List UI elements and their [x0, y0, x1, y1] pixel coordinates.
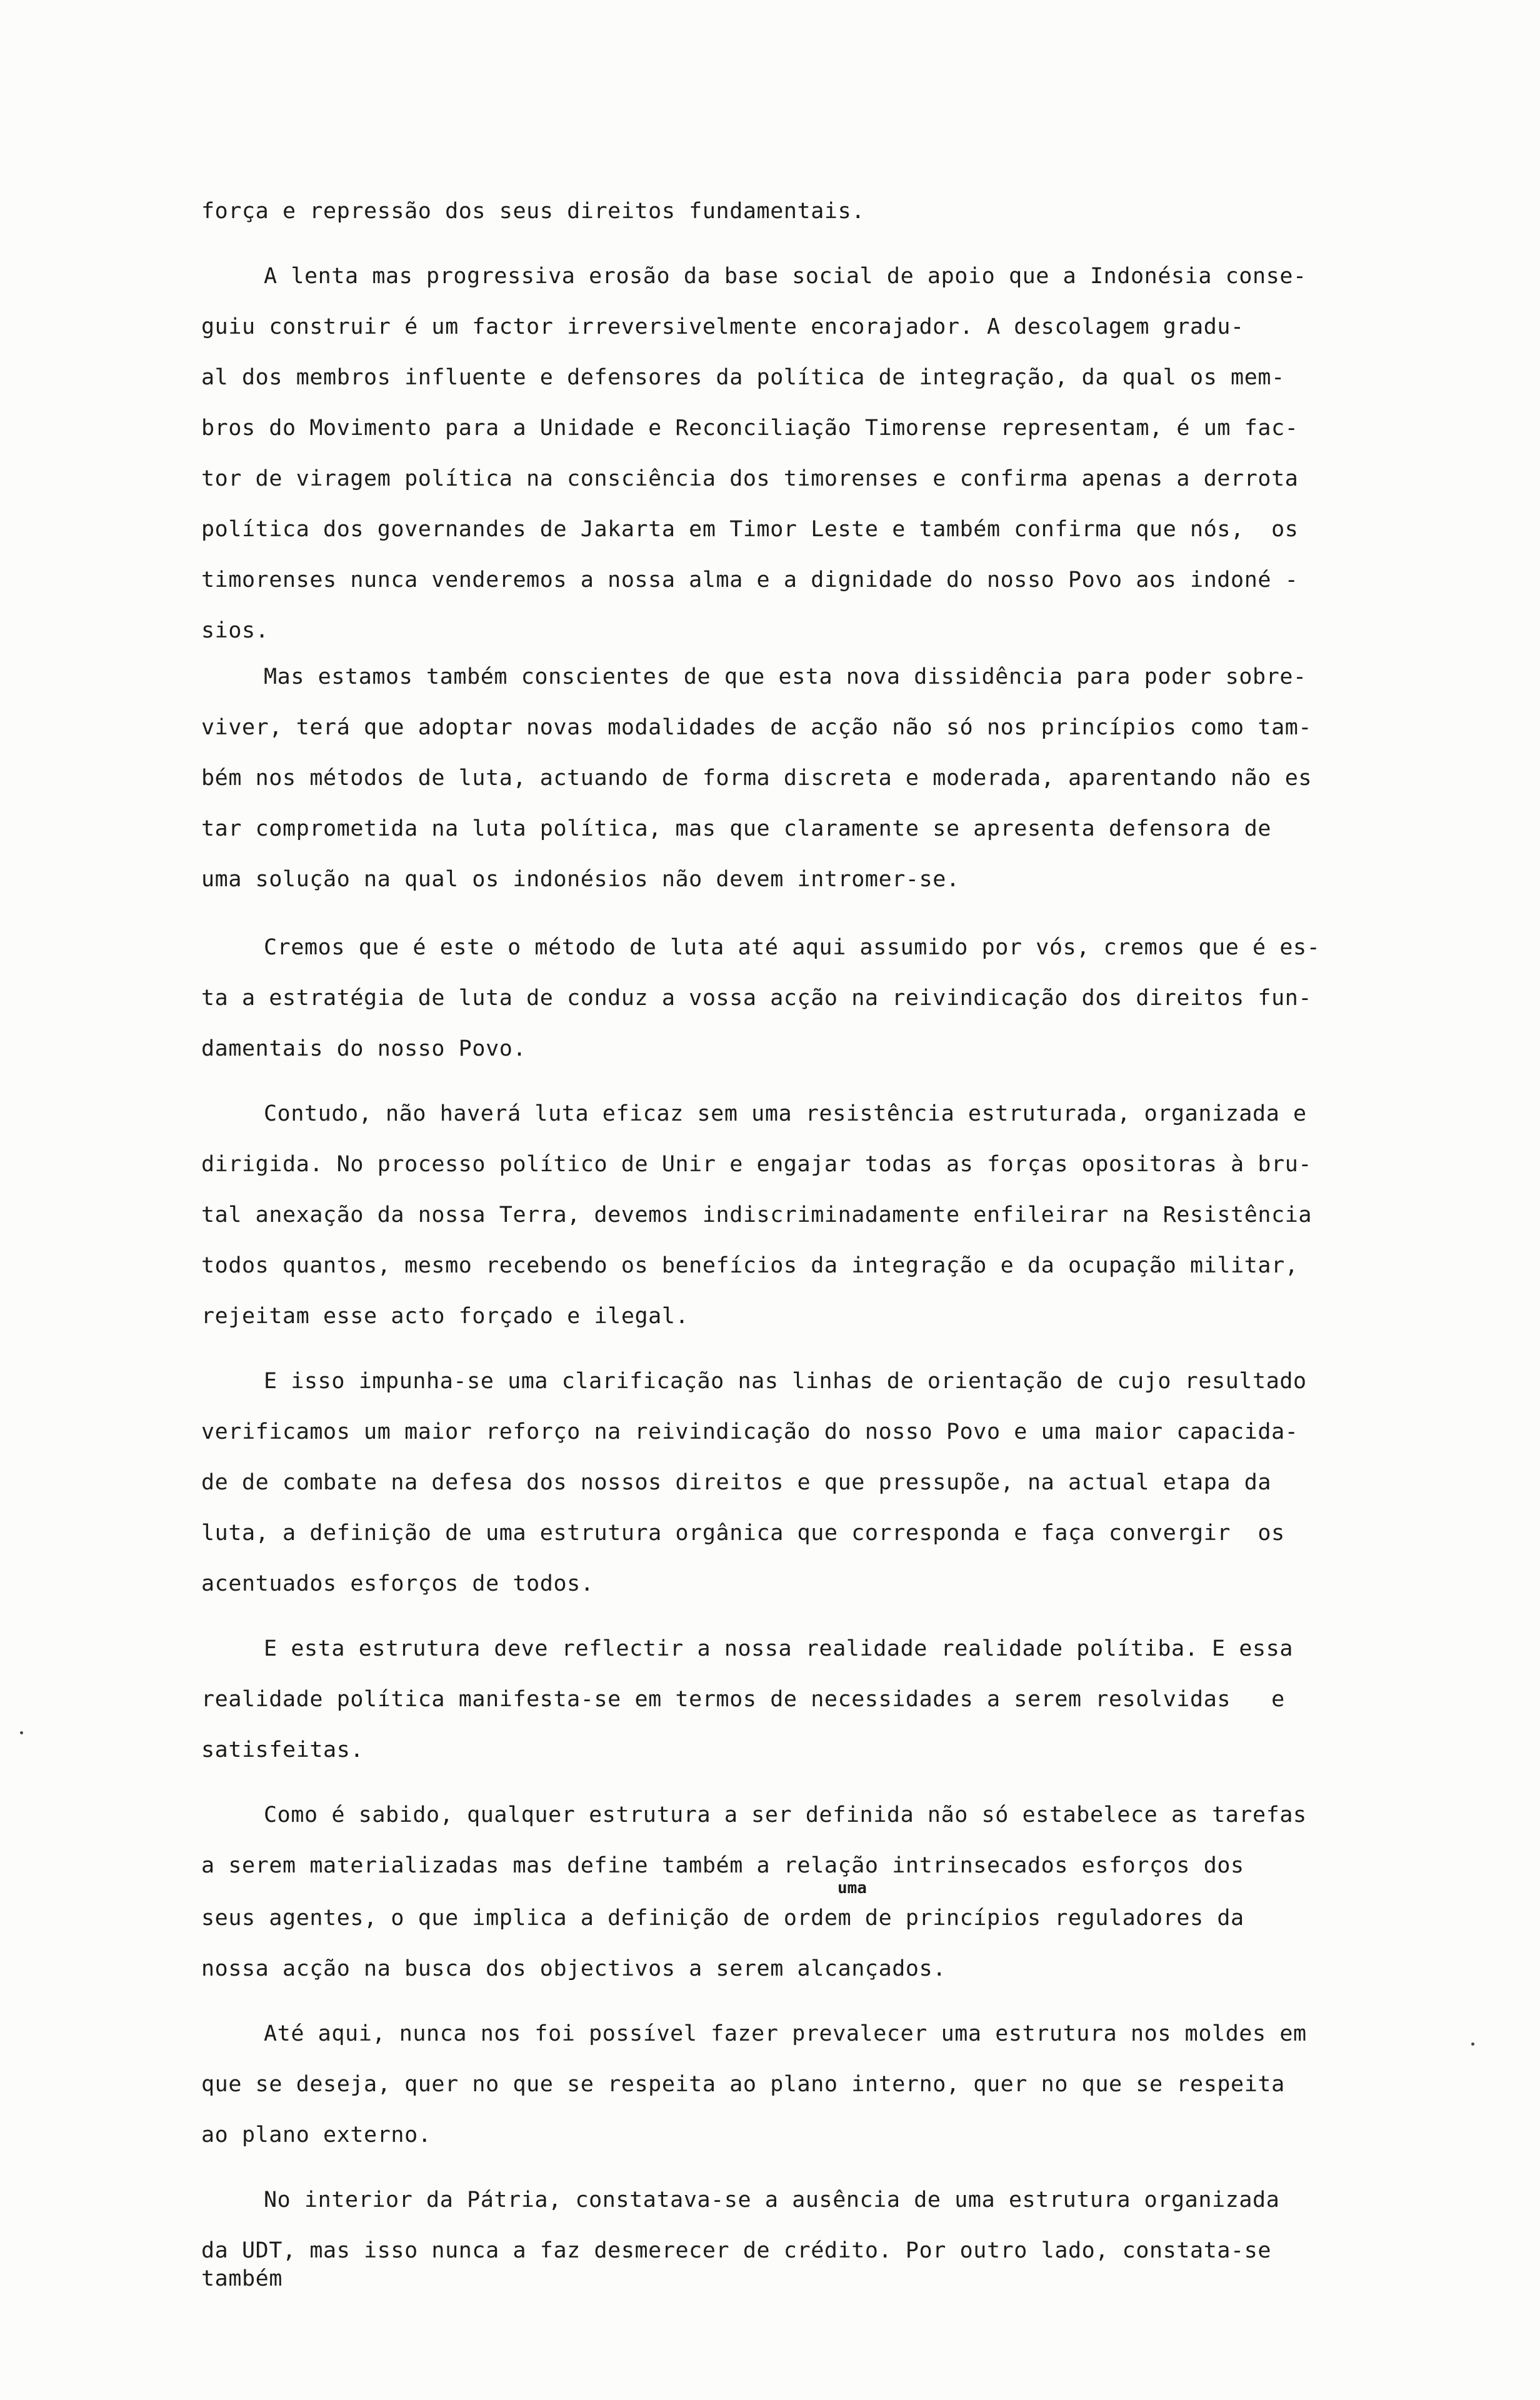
scan-speck [20, 1731, 23, 1734]
text-line-14: uma solução na qual os indonésios não devem intromer-se. [201, 867, 960, 892]
text-line-21: todos quantos, mesmo recebendo os benefícios da integração e da ocupação militar, [201, 1253, 1299, 1278]
text-line-31: Como é sabido, qualquer estrutura a ser definida não só estabelece as tarefas [264, 1802, 1307, 1828]
text-line-16: ta a estratégia de luta de conduz a vossa acção na reivindicação dos direitos fun- [201, 986, 1312, 1011]
text-line-37: ao plano externo. [201, 2122, 432, 2148]
text-line-9: sios. [201, 618, 269, 643]
text-line-29: realidade política manifesta-se em termos de necessidades a serem resolvidas e [201, 1687, 1285, 1712]
text-line-34: nossa acção na busca dos objectivos a serem alcançados. [201, 1956, 946, 1981]
text-line-11: viver, terá que adoptar novas modalidades de acção não só nos princípios como tam- [201, 715, 1312, 740]
text-line-26: luta, a definição de uma estrutura orgânica que corresponda e faça convergir os [201, 1521, 1285, 1546]
scan-speck [1471, 2042, 1474, 2046]
text-line-35: Até aqui, nunca nos foi possível fazer prevalecer uma estrutura nos moldes em [264, 2021, 1307, 2046]
text-line-1: força e repressão dos seus direitos fundamentais. [201, 199, 865, 224]
text-line-22: rejeitam esse acto forçado e ilegal. [201, 1304, 689, 1329]
text-line-19: dirigida. No processo político de Unir e engajar todas as forças opositoras à bru- [201, 1152, 1312, 1177]
text-line-39: da UDT, mas isso nunca a faz desmerecer de crédito. Por outro lado, constata-se [201, 2238, 1272, 2263]
text-line-15: Cremos que é este o método de luta até aqui assumido por vós, cremos que é es- [264, 935, 1321, 960]
text-line-38: No interior da Pátria, constatava-se a ausência de uma estrutura organizada [264, 2188, 1280, 2212]
text-line-32: a serem materializadas mas define também a relação intrinsecados esforços dos [201, 1853, 1244, 1878]
text-line-3: guiu construir é um factor irreversivelmente encorajador. A descolagem gradu- [201, 314, 1244, 339]
text-line-18: Contudo, não haverá luta eficaz sem uma resistência estruturada, organizada e [264, 1101, 1307, 1126]
text-line-6: tor de viragem política na consciência dos timorenses e confirma apenas a derrota [201, 466, 1299, 491]
interlinear-insertion: uma [838, 1879, 867, 1898]
text-line-36: que se deseja, quer no que se respeita ao plano interno, quer no que se respeita [201, 2072, 1285, 2097]
text-line-25: de de combate na defesa dos nossos direitos e que pressupõe, na actual etapa da [201, 1470, 1272, 1495]
text-line-40: também [201, 2266, 283, 2291]
text-line-28: E esta estrutura deve reflectir a nossa realidade realidade polítiba. E essa [264, 1636, 1294, 1661]
text-line-23: E isso impunha-se uma clarificação nas linhas de orientação de cujo resultado [264, 1369, 1307, 1394]
text-line-4: al dos membros influente e defensores da política de integração, da qual os mem- [201, 365, 1285, 390]
text-line-20: tal anexação da nossa Terra, devemos indiscriminadamente enfileirar na Resistência [201, 1202, 1312, 1228]
text-line-8: timorenses nunca venderemos a nossa alma e a dignidade do nosso Povo aos indoné - [201, 568, 1299, 592]
text-line-12: bém nos métodos de luta, actuando de forma discreta e moderada, aparentando não es [201, 766, 1312, 791]
text-line-2: A lenta mas progressiva erosão da base social de apoio que a Indonésia conse- [264, 264, 1307, 289]
text-line-7: política dos governandes de Jakarta em Timor Leste e também confirma que nós, os [201, 517, 1299, 542]
text-line-10: Mas estamos também conscientes de que esta nova dissidência para poder sobre- [264, 664, 1307, 689]
text-line-17: damentais do nosso Povo. [201, 1036, 527, 1061]
text-line-33: seus agentes, o que implica a definição de ordem de princípios reguladores da [201, 1906, 1244, 1931]
text-line-13: tar comprometida na luta política, mas que claramente se apresenta defensora de [201, 816, 1272, 841]
text-line-24: verificamos um maior reforço na reivindicação do nosso Povo e uma maior capacida- [201, 1419, 1299, 1444]
text-line-30: satisfeitas. [201, 1738, 364, 1762]
text-line-27: acentuados esforços de todos. [201, 1571, 594, 1596]
text-line-5: bros do Movimento para a Unidade e Reconciliação Timorense representam, é um fac- [201, 416, 1299, 441]
